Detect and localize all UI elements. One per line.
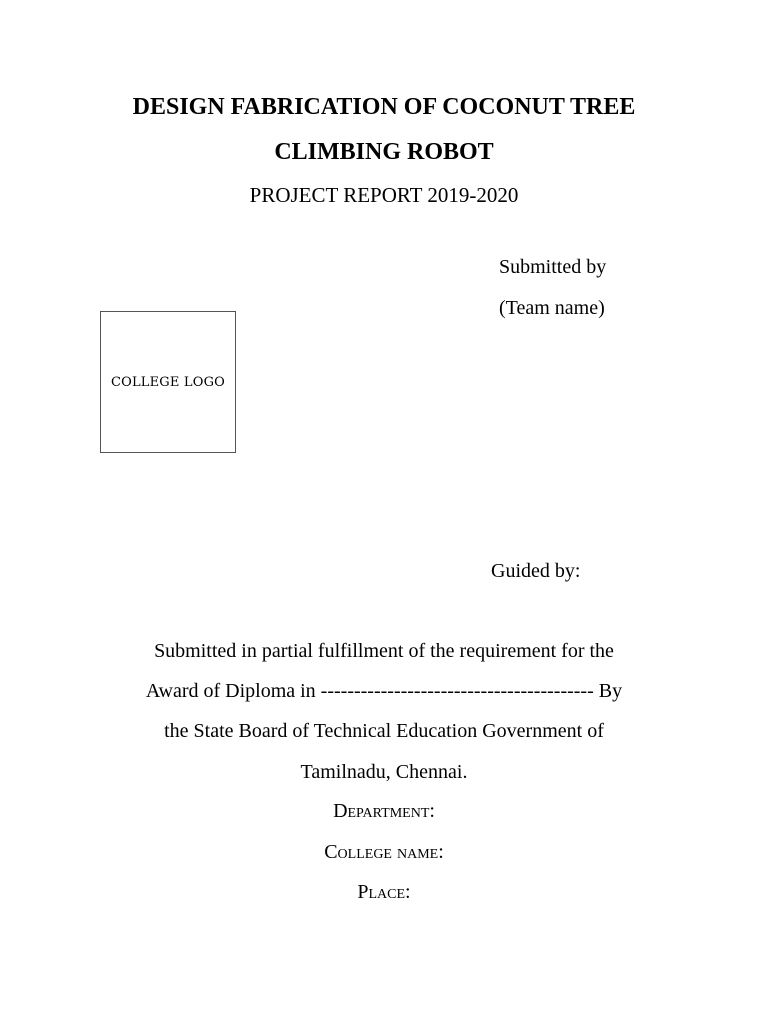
guided-by-label: Guided by: <box>491 560 581 582</box>
submitted-by-label: Submitted by <box>499 256 607 278</box>
department-label: Department: <box>333 800 435 822</box>
statement-line-1: Submitted in partial fulfillment of the requirement for the <box>154 640 614 662</box>
title-line-1: DESIGN FABRICATION OF COCONUT TREE <box>132 94 636 120</box>
report-subtitle: PROJECT REPORT 2019-2020 <box>249 183 519 207</box>
statement-line-2: Award of Diploma in ----------------------------------------- By <box>145 680 623 702</box>
college-logo-placeholder <box>100 311 236 453</box>
statement-line-3: the State Board of Technical Education Government of <box>164 720 604 742</box>
place-label: Place: <box>357 881 411 903</box>
college-logo-label: COLLEGE LOGO <box>110 374 226 390</box>
statement-line-4: Tamilnadu, Chennai. <box>300 761 468 783</box>
college-name-label: College name: <box>324 841 444 863</box>
title-line-2: CLIMBING ROBOT <box>274 139 494 165</box>
team-name-placeholder: (Team name) <box>499 297 605 319</box>
